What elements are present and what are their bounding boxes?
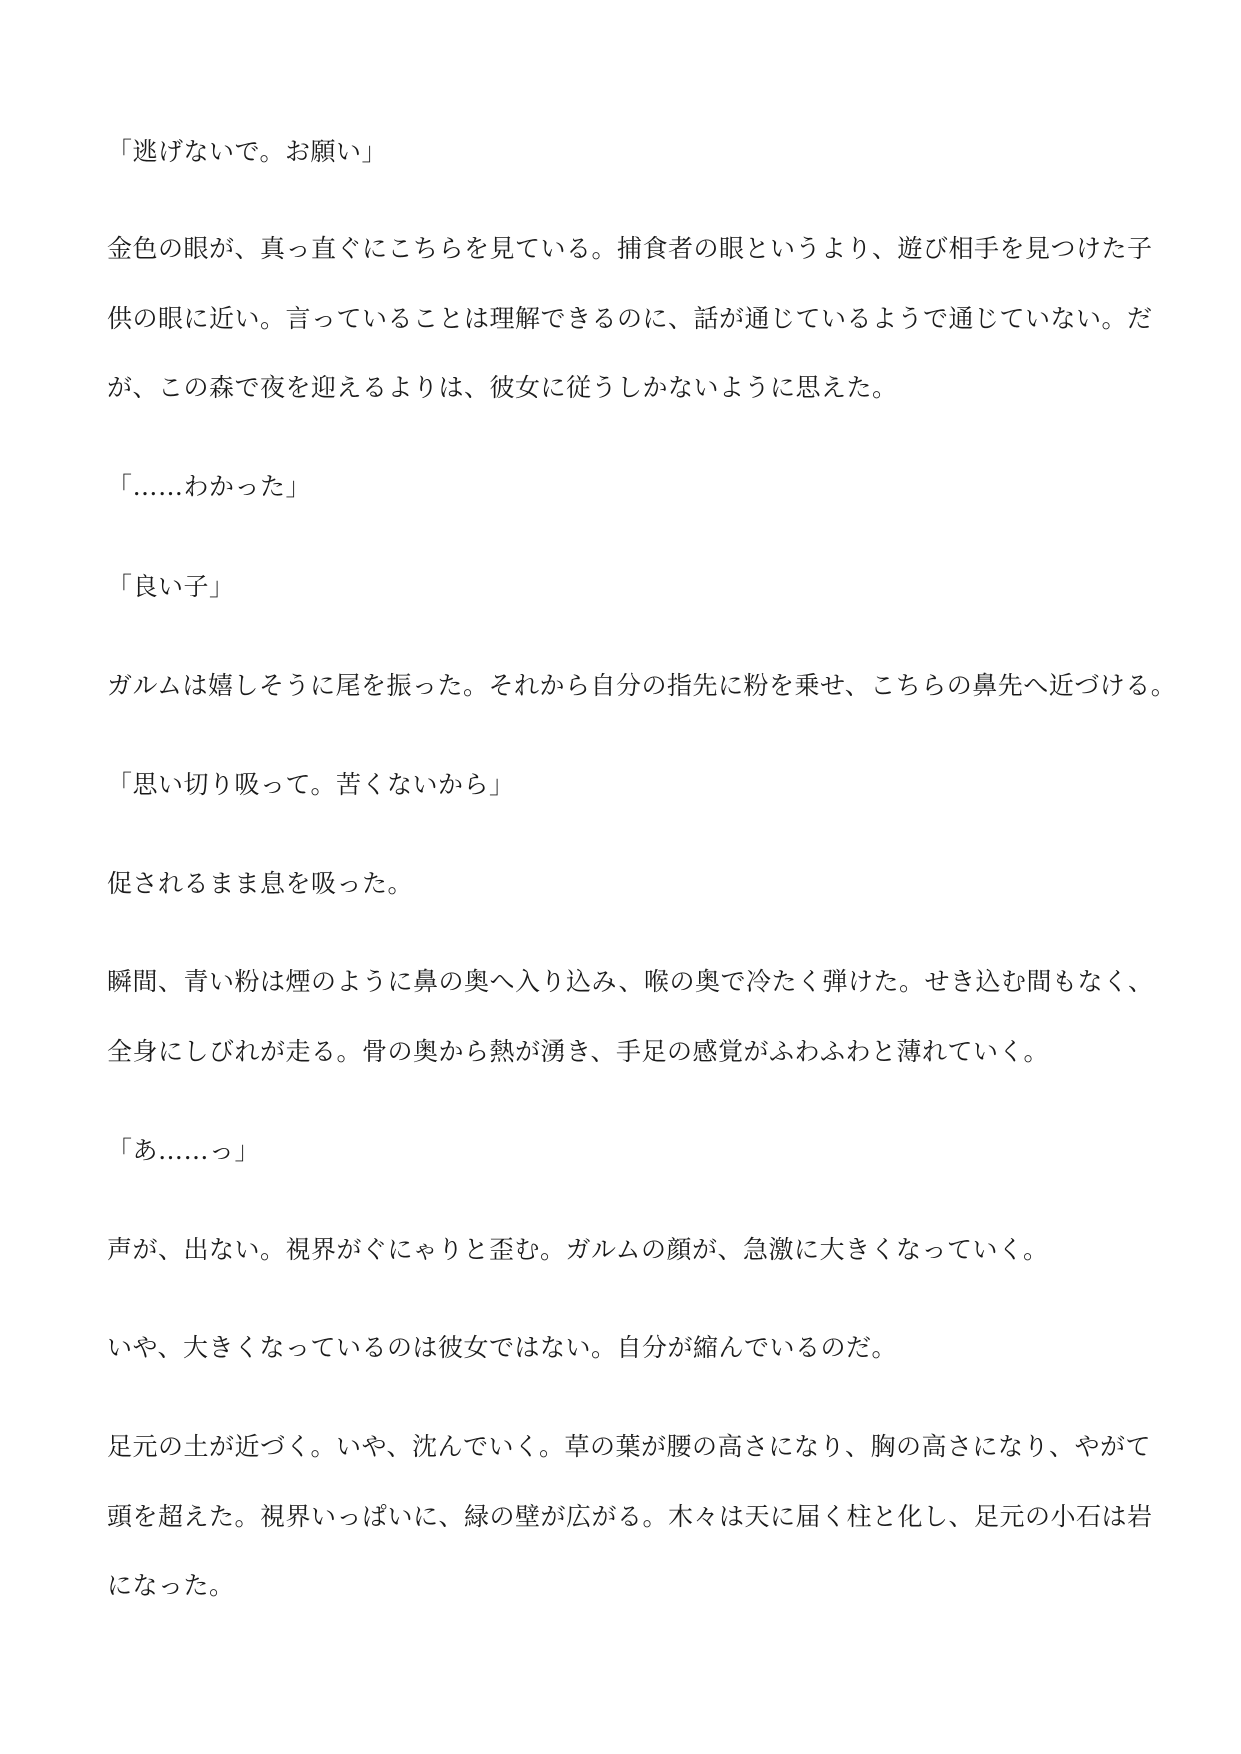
text-line: 「……わかった」 <box>107 472 312 501</box>
text-line: 「逃げないで。お願い」 <box>107 137 388 166</box>
text-line: 促されるまま息を吸った。 <box>107 869 414 898</box>
text-line: が、この森で夜を迎えるよりは、彼女に従うしかないように思えた。 <box>107 373 898 402</box>
text-line: ガルムは嬉しそうに尾を振った。それから自分の指先に粉を乗せ、こちらの鼻先へ近づける。 <box>107 671 1177 700</box>
text-line: 「あ……っ」 <box>107 1136 261 1165</box>
text-line: になった。 <box>107 1571 235 1600</box>
text-line: 「良い子」 <box>107 572 235 601</box>
text-line: 供の眼に近い。言っていることは理解できるのに、話が通じているようで通じていない。だ <box>107 304 1153 333</box>
text-line: 頭を超えた。視界いっぱいに、緑の壁が広がる。木々は天に届く柱と化し、足元の小石は岩 <box>107 1502 1153 1531</box>
text-line: 金色の眼が、真っ直ぐにこちらを見ている。捕食者の眼というより、遊び相手を見つけた子 <box>107 234 1153 263</box>
text-line: 足元の土が近づく。いや、沈んでいく。草の葉が腰の高さになり、胸の高さになり、やがて <box>107 1432 1152 1461</box>
text-line: いや、大きくなっているのは彼女ではない。自分が縮んでいるのだ。 <box>107 1333 898 1362</box>
text-line: 「思い切り吸って。苦くないから」 <box>107 770 515 799</box>
text-line: 瞬間、青い粉は煙のように鼻の奥へ入り込み、喉の奥で冷たく弾けた。せき込む間もなく、 <box>107 967 1154 996</box>
text-line: 全身にしびれが走る。骨の奥から熱が湧き、手足の感覚がふわふわと薄れていく。 <box>107 1037 1050 1066</box>
text-line: 声が、出ない。視界がぐにゃりと歪む。ガルムの顔が、急激に大きくなっていく。 <box>107 1235 1049 1264</box>
